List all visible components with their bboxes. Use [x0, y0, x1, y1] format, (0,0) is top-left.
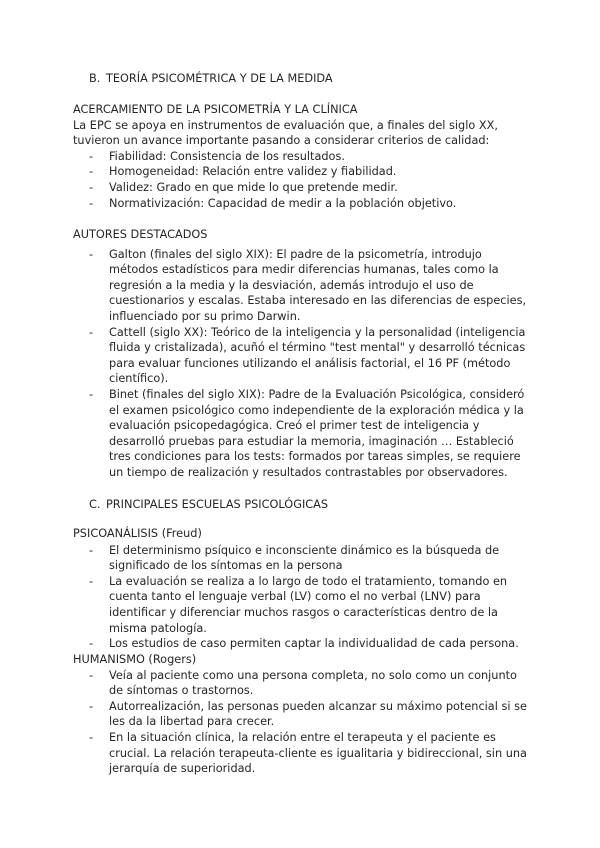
section-c-heading — [89, 497, 549, 513]
list-item: - El determinismo psíquico e inconsciente dinámico es la búsqueda de significado de los síntomas en la persona — [73, 543, 533, 574]
list-item: - Binet (finales del siglo XIX): Padre de la Evaluación Psicológica, consideró el examen psicológico como independiente de la exploración médica y la evaluación psicopedagógica. Creó el primer test de inteligencia y desarrolló pruebas para estudiar la memoria, imaginación … Estableció tres condiciones para los tests: formados por tareas simples, se requiere un tiempo de realización y resultados contrastables por observadores. — [73, 387, 533, 481]
acercamiento-block — [73, 102, 533, 211]
list-item: - Cattell (siglo XX): Teórico de la inteligencia y la personalidad (inteligencia fluida y cristalizada), acuñó el término "test mental" y desarrolló técnicas para evaluar funciones utilizando el análisis factorial, el 16 PF (método científico). — [73, 325, 533, 387]
list-item: - Fiabilidad: Consistencia de los resultados. — [73, 149, 533, 165]
autores-block — [73, 227, 533, 481]
humanismo-list — [73, 668, 533, 777]
list-item: - Validez: Grado en que mide lo que pretende medir. — [73, 180, 533, 196]
authors-list — [73, 247, 533, 481]
section-title: TEORÍA PSICOMÉTRICA Y DE LA MEDIDA — [106, 72, 333, 85]
psicoanalisis-block — [73, 526, 533, 652]
section-title: PRINCIPALES ESCUELAS PSICOLÓGICAS — [106, 498, 329, 511]
humanismo-heading: HUMANISMO (Rogers) — [73, 653, 197, 666]
criteria-list — [73, 149, 533, 211]
psicoanalisis-heading: PSICOANÁLISIS (Freud) — [73, 527, 202, 540]
list-item: - Galton (finales del siglo XIX): El padre de la psicometría, introdujo métodos estadísticos para medir diferencias humanas, tales como la regresión a la media y la desviación, además introdujo el uso de cuestionarios y escalas. Estaba interesado en las diferencias de especies, influenciado por su primo Darwin. — [73, 247, 533, 325]
list-item: - Los estudios de caso permiten captar la individualidad de cada persona. — [73, 636, 533, 652]
acercamiento-intro: La EPC se apoya en instrumentos de evaluación que, a finales del siglo XX, tuvieron un avance importante pasando a considerar criterios de calidad: — [73, 118, 498, 148]
autores-heading: AUTORES DESTACADOS — [73, 228, 208, 241]
humanismo-block — [73, 652, 533, 777]
list-item: - Veía al paciente como una persona completa, no solo como un conjunto de síntomas o trastornos. — [73, 668, 533, 699]
list-item: - En la situación clínica, la relación entre el terapeuta y el paciente es crucial. La relación terapeuta-cliente es igualitaria y bidireccional, sin una jerarquía de superioridad. — [73, 730, 533, 777]
acercamiento-heading: ACERCAMIENTO DE LA PSICOMETRÍA Y LA CLÍNICA — [73, 103, 358, 116]
list-item: - Autorrealización, las personas pueden alcanzar su máximo potencial si se les da la libertad para crecer. — [73, 699, 533, 730]
section-letter: C. — [89, 498, 101, 511]
list-item: - Homogeneidad: Relación entre validez y fiabilidad. — [73, 164, 533, 180]
section-letter: B. — [89, 72, 101, 85]
psicoanalisis-list — [73, 543, 533, 652]
section-b-heading — [89, 71, 549, 87]
list-item: - Normativización: Capacidad de medir a la población objetivo. — [73, 196, 533, 212]
list-item: - La evaluación se realiza a lo largo de todo el tratamiento, tomando en cuenta tanto el lenguaje verbal (LV) como el no verbal (LNV) para identificar y diferenciar muchos rasgos o características dentro de la misma patología. — [73, 574, 533, 636]
